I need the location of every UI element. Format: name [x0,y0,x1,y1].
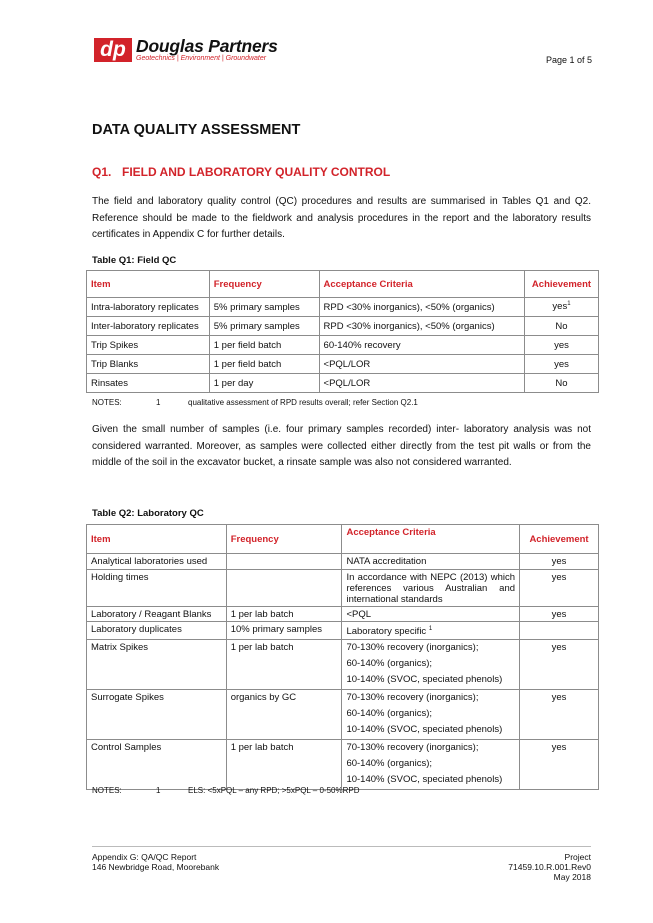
cell-achievement [520,622,599,640]
cell-frequency: 1 per day [209,374,319,393]
footer-divider [92,846,591,847]
table-row [87,639,599,689]
criteria-line: 10-140% (SVOC, speciated phenols) [346,673,503,685]
table-row [87,739,599,789]
column-header: Achievement [520,525,599,554]
cell-item: Control Samples [87,739,227,789]
criteria-line: 60-140% (organics); [346,657,432,669]
notes-number: 1 [156,786,161,795]
section-number: Q1. [92,165,112,179]
cell-frequency: 1 per lab batch [226,639,342,689]
footer-address: 146 Newbridge Road, Moorebank [92,862,220,872]
column-header: Achievement [525,271,599,298]
page-number: Page 1 of 5 [546,55,593,65]
table-row [87,554,599,570]
cell-criteria: <PQL [342,606,520,622]
cell-achievement: No [525,374,599,393]
cell-criteria [342,639,520,689]
cell-item: Laboratory / Reagant Blanks [87,606,227,622]
section-title [92,165,390,179]
cell-item: Trip Blanks [87,355,210,374]
criteria-line: 60-140% (organics); [346,707,432,719]
cell-item: Trip Spikes [87,336,210,355]
cell-item: Intra-laboratory replicates [87,298,210,317]
table-row [87,606,599,622]
cell-criteria [342,689,520,739]
table2-caption: Table Q2: Laboratory QC [92,508,204,519]
cell-frequency: 5% primary samples [209,298,319,317]
cell-criteria: RPD <30% inorganics), <50% (organics) [319,298,524,317]
cell-frequency: 1 per lab batch [226,606,342,622]
table-row [87,374,599,393]
table-row [87,569,599,606]
cell-achievement: yes [520,554,599,570]
footer-project-number: Project 71459.10.R.001.Rev0 [508,852,591,872]
cell-item: Surrogate Spikes [87,689,227,739]
footer-report-name: Appendix G: QA/QC Report [92,852,197,862]
cell-achievement: yes [520,569,599,606]
criteria-line: 70-130% recovery (inorganics); [346,741,479,753]
cell-item: Analytical laboratories used [87,554,227,570]
cell-criteria: RPD <30% inorganics), <50% (organics) [319,317,524,336]
brand-name: Douglas Partners [136,36,278,56]
column-header: Acceptance Criteria [319,271,524,298]
cell-item: Inter-laboratory replicates [87,317,210,336]
criteria-line: 10-140% (SVOC, speciated phenols) [346,773,503,785]
intro-paragraph: The field and laboratory quality control (QC) procedures and results are summarised in Tables Q1 and Q2. Reference should be made to the fieldwork and analysis procedures in the report and the laboratory results certificates in Appendix C for further details. [92,196,591,241]
table-row [87,298,599,317]
cell-item: Rinsates [87,374,210,393]
cell-achievement: yes [520,689,599,739]
cell-frequency: 5% primary samples [209,317,319,336]
brand-tagline: Geotechnics | Environment | Groundwater [136,55,267,62]
cell-achievement: yes [525,336,599,355]
section-heading: FIELD AND LABORATORY QUALITY CONTROL [122,165,391,179]
notes-number: 1 [156,398,161,407]
column-header: Acceptance Criteria [342,525,520,554]
cell-criteria: <PQL/LOR [319,355,524,374]
notes-label: NOTES: [92,398,122,407]
cell-achievement: yes [520,639,599,689]
table-row [87,355,599,374]
cell-item: Laboratory duplicates [87,622,227,640]
cell-achievement: yes [525,355,599,374]
cell-criteria: <PQL/LOR [319,374,524,393]
cell-criteria: In accordance with NEPC (2013) which references various Australian and international standards [342,569,520,606]
column-header: Item [87,525,227,554]
cell-criteria [342,739,520,789]
laboratory-qc-table [86,524,599,790]
notes-text: qualitative assessment of RPD results overall; refer Section Q2.1 [188,398,418,407]
table-row [87,622,599,640]
notes-label: NOTES: [92,786,122,795]
cell-criteria: NATA accreditation [342,554,520,570]
cell-frequency: 10% primary samples [226,622,342,640]
column-header: Item [87,271,210,298]
cell-item: Holding times [87,569,227,606]
criteria-line: 70-130% recovery (inorganics); [346,691,479,703]
footer-right [480,852,591,882]
table1-notes [92,398,418,407]
cell-item: Matrix Spikes [87,639,227,689]
cell-frequency [226,554,342,570]
cell-frequency: 1 per lab batch [226,739,342,789]
document-title: DATA QUALITY ASSESSMENT [92,122,301,138]
table-header-row [87,271,599,298]
cell-frequency: 1 per field batch [209,336,319,355]
cell-frequency: organics by GC [226,689,342,739]
cell-achievement [525,298,599,317]
cell-criteria: 60-140% recovery [319,336,524,355]
body-paragraph: Given the small number of samples (i.e. four primary samples recorded) inter- laboratory analysis was not considered warranted. Moreover, as samples were collected either directly from the test pit walls or from the middle of the soil in the excavator bucket, a rinsate sample was also not considered warranted. [92,424,591,469]
criteria-line: 60-140% (organics); [346,757,432,769]
footnote-marker: 1 [567,301,571,308]
table-row [87,336,599,355]
field-qc-table [86,270,599,393]
table-row [87,689,599,739]
criteria-line: 70-130% recovery (inorganics); [346,641,479,653]
table2-notes [92,786,360,795]
footer-date: May 2018 [553,872,591,882]
table-row [87,317,599,336]
cell-frequency: 1 per field batch [209,355,319,374]
table-header-row [87,525,599,554]
table1-caption: Table Q1: Field QC [92,255,177,266]
cell-achievement: yes [520,606,599,622]
cell-frequency [226,569,342,606]
achievement-value: yes [552,301,568,313]
cell-criteria [342,622,520,640]
footnote-marker: 1 [428,626,433,632]
notes-text: ELS: <5xPQL – any RPD; >5xPQL – 0-50%RPD [188,786,360,795]
criteria-text: Laboratory specific [346,626,427,638]
footer-left [92,852,219,872]
column-header: Frequency [209,271,319,298]
criteria-line: 10-140% (SVOC, speciated phenols) [346,723,503,735]
column-header: Frequency [226,525,342,554]
cell-achievement: No [525,317,599,336]
logo-glyph-icon: dp [100,38,126,61]
cell-achievement: yes [520,739,599,789]
